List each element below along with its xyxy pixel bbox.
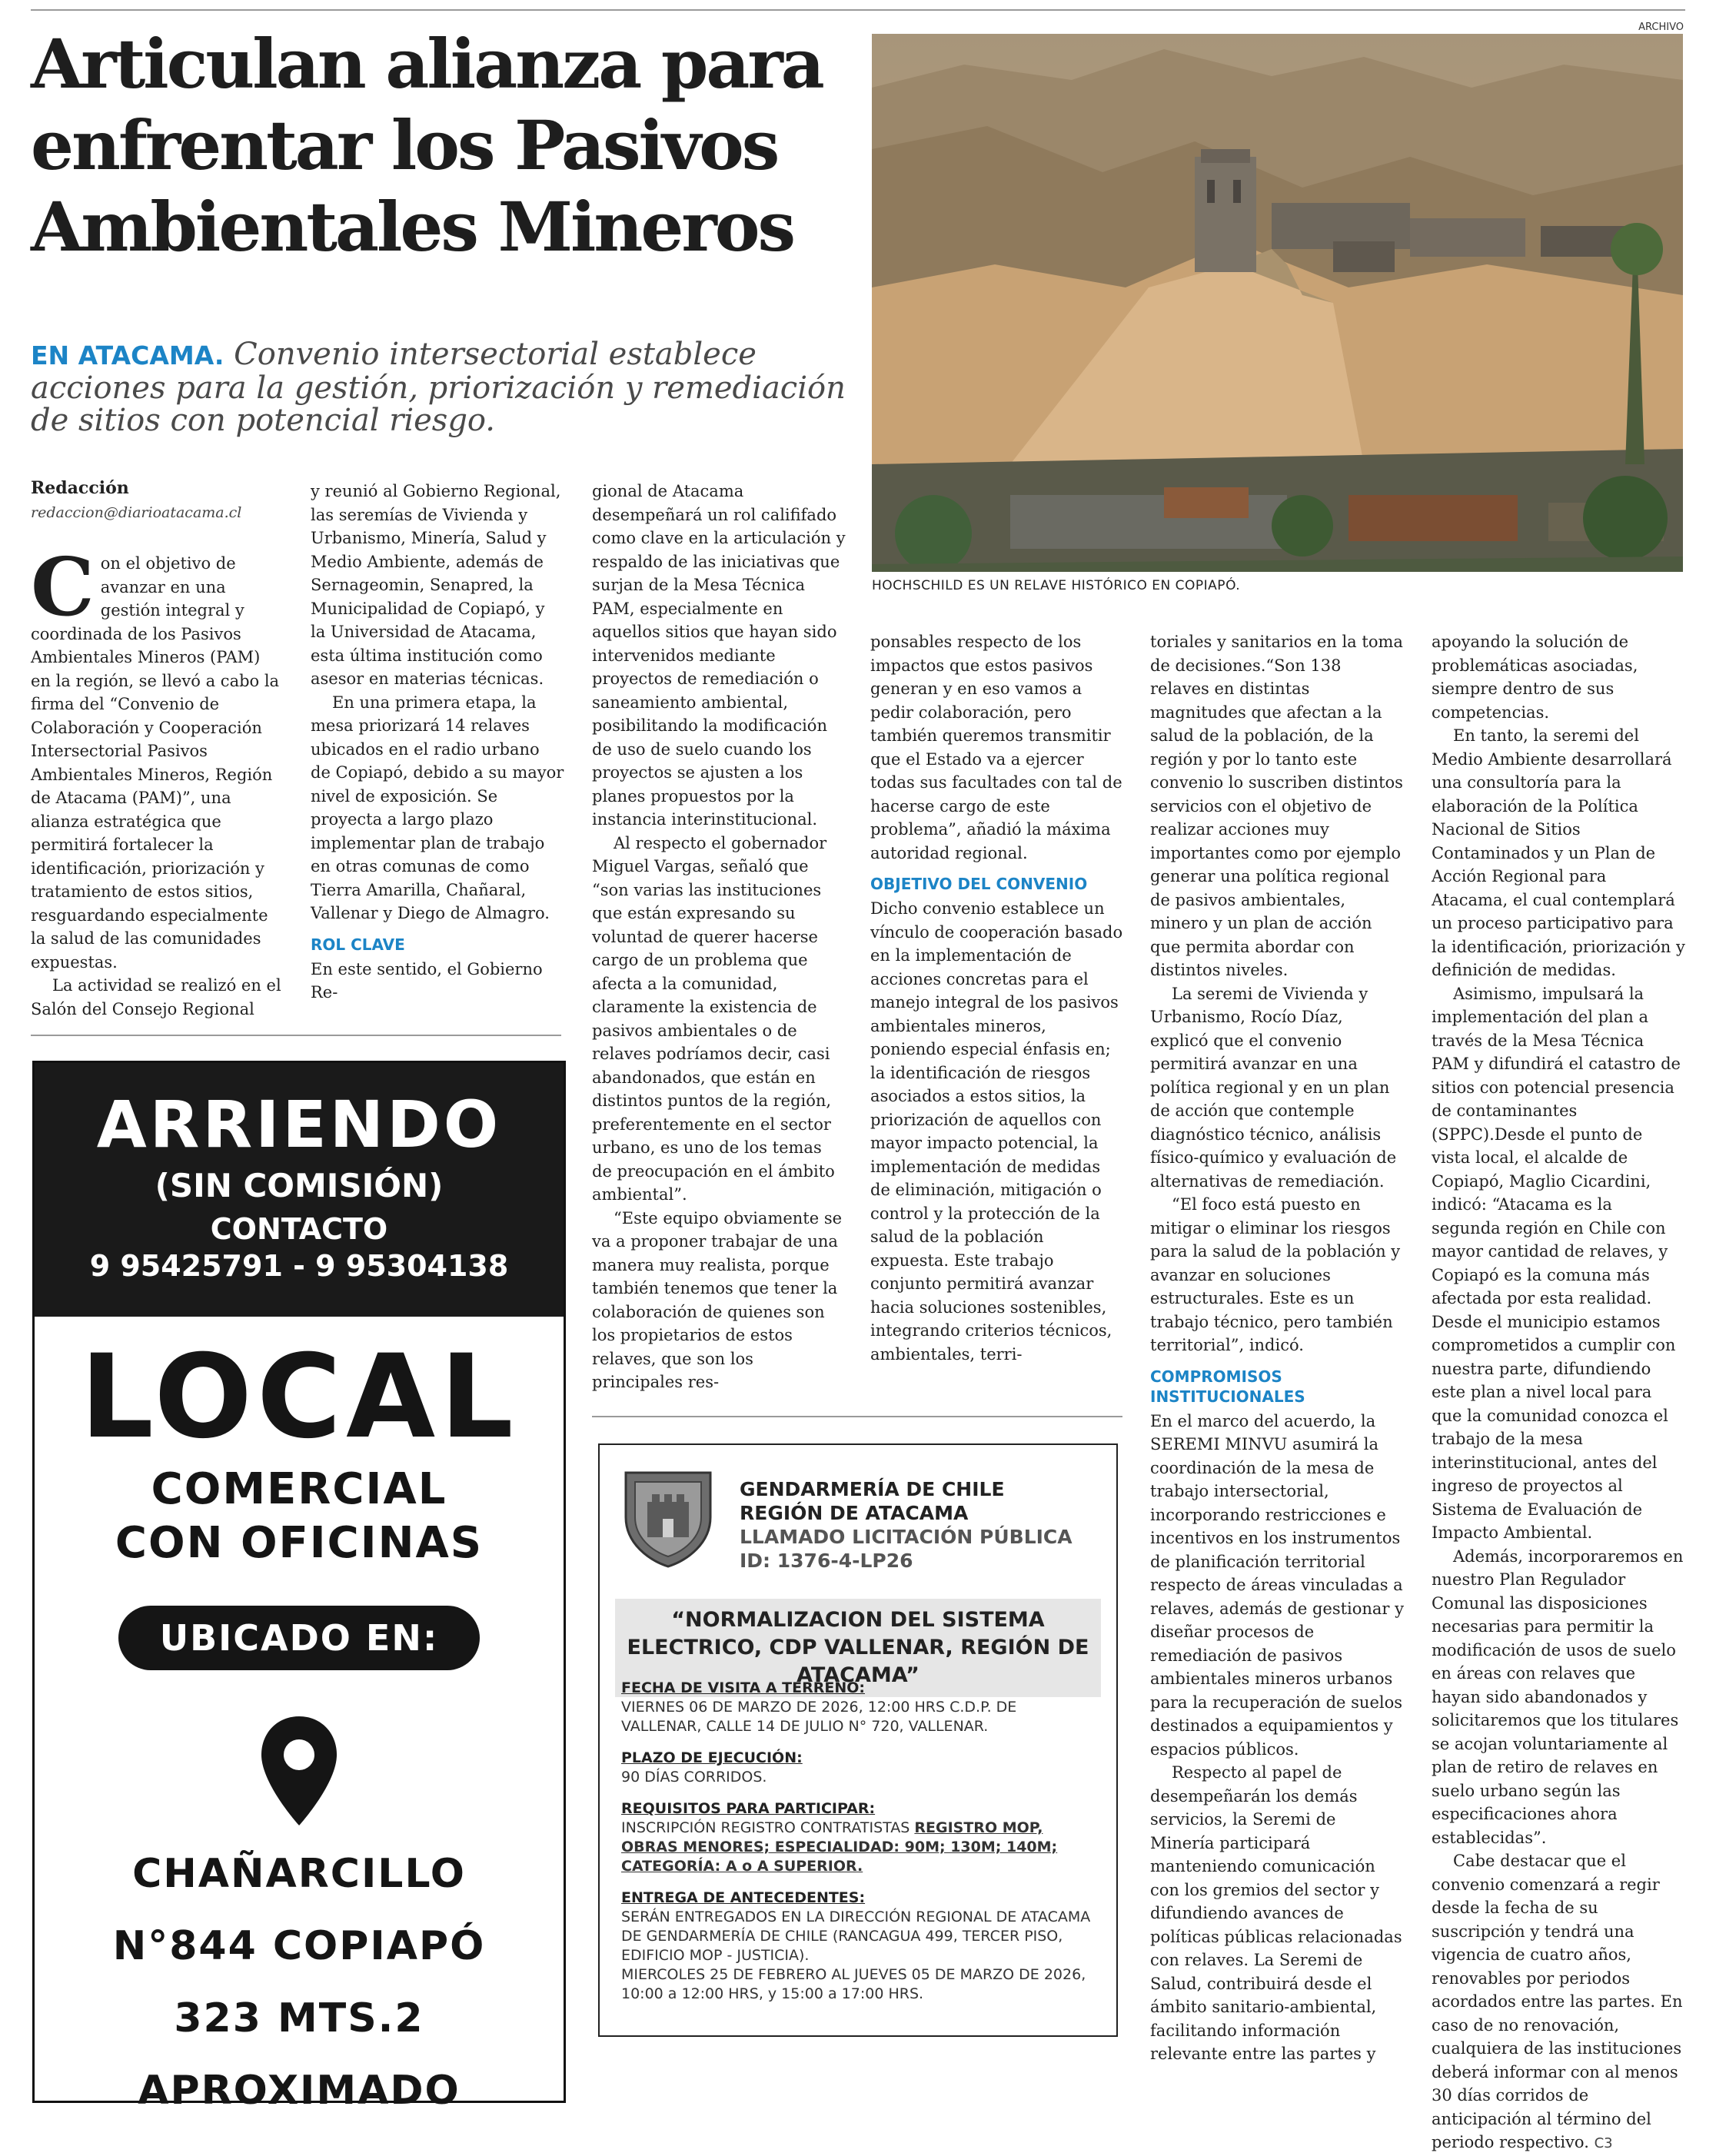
requisitos-text-block: [621, 1819, 1098, 1876]
comercial-line-1: COMERCIAL: [151, 1464, 447, 1514]
article-column-4: [870, 630, 1124, 1366]
top-rule: [31, 9, 1685, 11]
local-heading: LOCAL: [80, 1330, 518, 1464]
article-paragraph: En tanto, la seremi del Medio Ambiente desarrollará una consultoría para la elaboración de la Política Nacional de Sitios Contaminados y un Plan de Acción Regional para Atacama, el cual contemplará un proceso participativo para la identificación, priorización y definición de medidas.: [1432, 726, 1685, 979]
subhead-compromisos: COMPROMISOS INSTITUCIONALES: [1150, 1367, 1305, 1406]
notice-body: [621, 1679, 1098, 2016]
photo-caption: HOCHSCHILD ES UN RELAVE HISTÓRICO EN COPIAPÓ.: [872, 578, 1241, 593]
article-paragraph: apoyando la solución de problemáticas asociadas, siempre dentro de sus competencias.: [1432, 633, 1638, 722]
address-line-2: N°844 COPIAPÓ: [112, 1923, 486, 1969]
separator-rule: [592, 1416, 1122, 1417]
notice-organization: [740, 1477, 1072, 1573]
article-paragraph: toriales y sanitarios en la toma de decisiones.“Son 138 relaves en distintas magnitudes que afectan a la salud de la población, de la región y por lo tanto este convenio lo suscriben distintos servicios con el objetivo de realizar acciones muy importantes como por ejemplo generar una política regional de pasivos ambientales, minero y un plan de acción que permita abordar con distintos niveles.: [1150, 633, 1403, 979]
article-column-1: [31, 540, 284, 1021]
article-photo: [872, 34, 1683, 572]
org-line-3: LLAMADO LICITACIÓN PÚBLICA: [740, 1526, 1072, 1548]
requisitos-label: REQUISITOS PARA PARTICIPAR:: [621, 1800, 876, 1817]
entrega-text: SERÁN ENTREGADOS EN LA DIRECCIÓN REGIONAL DE ATACAMA DE GENDARMERÍA DE CHILE (RANCAGUA 499, TERCER PISO, EDIFICIO MOP - JUSTICIA).: [621, 1909, 1091, 1964]
notice-section-visit: [621, 1679, 1098, 1736]
article-paragraph: Respecto al papel de desempeñarán los demás servicios, la Seremi de Minería participará manteniendo comunicación con los gremios del sector y difundiendo avances de políticas públicas relacionadas con relaves. La Seremi de Salud, contribuirá desde el ámbito sanitario-ambiental, facilitando información relevante entre las partes y: [1150, 1763, 1402, 2063]
byline-name: Redacción: [31, 478, 129, 498]
arriendo-ad-header: [35, 1063, 564, 1317]
article-lead-paragraph: [31, 540, 284, 974]
article-column-5: [1150, 630, 1404, 2066]
entrega-label: ENTREGA DE ANTECEDENTES:: [621, 1889, 866, 1906]
article-lead-text: on el objetivo de avanzar en una gestión integral y coordinada de los Pasivos Ambientales Mineros (PAM) en la región, se llevó a cabo la firma del “Convenio de Colaboración y Cooperación Intersectorial Pasivos Ambientales Mineros, Región de Atacama (PAM)”, una alianza estratégica que permitirá fortalecer la identificación, priorización y tratamiento de estos sitios, resguardando especialmente la salud de las comunidades expuestas.: [31, 554, 280, 972]
article-paragraph: “Este equipo obviamente se va a proponer trabajar de una manera muy realista, porque también tenemos que tener la colaboración de quienes son los propietarios de estos relaves, que son los principales res-: [592, 1208, 843, 1391]
notice-section-entrega: [621, 1889, 1098, 2004]
article-paragraph: [1432, 1849, 1685, 2156]
entrega-text-2: MIERCOLES 25 DE FEBRERO AL JUEVES 05 DE MARZO DE 2026, 10:00 a 12:00 HRS, y 15:00 a 17:00 HRS.: [621, 1966, 1086, 2002]
arriendo-phones: 9 95425791 - 9 95304138: [89, 1249, 509, 1283]
gendarmeria-shield-icon: [618, 1463, 718, 1571]
article-paragraph: y reunió al Gobierno Regional, las seremías de Vivienda y Urbanismo, Minería, Salud y Medio Ambiente, además de Sernageomin, Senapred, la Municipalidad de Copiapó, y la Universidad de Atacama, esta última institución como asesor en materias técnicas.: [311, 482, 561, 688]
address-line-1: CHAÑARCILLO: [132, 1851, 466, 1897]
address-line-4: APROXIMADO: [138, 2068, 461, 2114]
org-line-1: GENDARMERÍA DE CHILE: [740, 1478, 1005, 1500]
project-title: “NORMALIZACION DEL SISTEMA ELECTRICO, CDP VALLENAR, REGIÓN DE ATACAMA”: [615, 1599, 1101, 1697]
deck-kicker: EN ATACAMA.: [31, 341, 224, 370]
article-paragraph: Además, incorporaremos en nuestro Plan Regulador Comunal las disposiciones necesarias para permitir la modificación de usos de suelo en áreas con relaves que hayan sido abandonados y solicitaremos que los titulares se acojan voluntariamente al plan de retiro de relaves en suelo urbano según las especificaciones ahora establecidas”.: [1432, 1546, 1684, 1847]
article-column-6: [1432, 630, 1685, 2156]
notice-section-plazo: [621, 1749, 1098, 1787]
article-column-2: [311, 480, 564, 1005]
org-line-4: ID: 1376-4-LP26: [740, 1550, 913, 1572]
article-paragraph: Dicho convenio establece un vínculo de cooperación basado en la implementación de acciones concretas para el manejo integral de los pasivos ambientales mineros, poniendo especial énfasis en; la identificación de riesgos asociados a estos sitios, la priorización de aquellos con mayor impacto potencial, la implementación de medidas de eliminación, mitigación o control y la protección de la salud de la población expuesta. Este trabajo conjunto permitirá avanzar hacia soluciones sostenibles, integrando criterios técnicos, ambientales, terri-: [870, 899, 1123, 1364]
arriendo-ad: [32, 1061, 566, 2114]
article-paragraph: La actividad se realizó en el Salón del Consejo Regional: [31, 976, 281, 1018]
arriendo-title: ARRIENDO: [96, 1087, 502, 1162]
byline: [31, 478, 292, 521]
address-line-3: 323 MTS.2: [174, 1995, 424, 2041]
subhead-rol-clave: ROL CLAVE: [311, 935, 405, 954]
article-paragraph: En este sentido, el Gobierno Re-: [311, 959, 543, 1002]
separator-rule: [31, 1035, 561, 1036]
drop-cap: C: [31, 540, 95, 634]
plazo-label: PLAZO DE EJECUCIÓN:: [621, 1749, 803, 1766]
headline: Articulan alianza para enfrentar los Pasivos Ambientales Mineros: [31, 24, 823, 267]
article-paragraph: “El foco está puesto en mitigar o eliminar los riesgos para la salud de la población y avanzar en soluciones estructurales. Este es un trabajo técnico, pero también territorial”, indicó.: [1150, 1195, 1401, 1354]
ubicado-pill: UBICADO EN:: [118, 1606, 480, 1670]
article-paragraph: gional de Atacama desempeñará un rol calififado como clave en la articulación y respaldo de las iniciativas que surjan de la Mesa Técnica PAM, especialmente en aquellos sitios que hayan sido intervenidos mediante proyectos de remediación o saneamiento ambiental, posibilitando la modificación de uso de suelo cuando los proyectos se ajusten a los planes propuestos por la instancia interinstitucional.: [592, 482, 846, 829]
visit-label: FECHA DE VISITA A TERRENO:: [621, 1679, 865, 1696]
article-paragraph: ponsables respecto de los impactos que estos pasivos generan y en eso vamos a pedir colaboración, pero también queremos transmitir que el Estado va a ejercer todas sus facultades con tal de hacerse cargo de este problema”, añadió la máxima autoridad regional.: [870, 633, 1122, 862]
location-pin-icon: [257, 1713, 341, 1829]
notice-section-requisitos: [621, 1799, 1098, 1876]
subhead-objetivo: OBJETIVO DEL CONVENIO: [870, 875, 1088, 893]
comercial-line-2: CON OFICINAS: [115, 1518, 484, 1568]
gendarmeria-notice: [598, 1443, 1118, 2037]
article-column-3: [592, 480, 846, 1394]
arriendo-contact-label: CONTACTO: [210, 1212, 388, 1246]
article-paragraph: Al respecto el gobernador Miguel Vargas, señaló que “son varias las instituciones que están expresando su voluntad de querer hacerse cargo de un problema que afecta a la comunidad, claramente la existencia de pasivos ambientales o de relaves podríamos decir, casi abandonados, que están en distintos puntos de la región, preferentemente en el sector urbano, es uno de los temas de preocupación en el ámbito ambiental”.: [592, 833, 835, 1204]
article-paragraph: La seremi de Vivienda y Urbanismo, Rocío Díaz, explicó que el convenio permitirá avanzar en una política regional y en un plan de acción que contemple diagnóstico técnico, análisis físico-químico y evaluación de alternativas de remediación.: [1150, 984, 1397, 1191]
article-paragraph: Asimismo, impulsará la implementación del plan a través de la Mesa Técnica PAM y difundirá el catastro de sitios con potencial presencia de contaminantes (SPPC).Desde el punto de vista local, el alcalde de Copiapó, Maglio Cicardini, indicó: “Atacama es la segunda región en Chile con mayor cantidad de relaves, y Copiapó es la comuna más afectada por esta realidad. Desde el municipio estamos comprometidos a cumplir con nuestra parte, difundiendo este plan a nivel local para que la comunidad conozca el trabajo de la mesa interinstitucional, antes del ingreso de proyectos al Sistema de Evaluación de Impacto Ambiental.: [1432, 984, 1681, 1542]
plazo-text: 90 DÍAS CORRIDOS.: [621, 1769, 767, 1786]
requisitos-emphasis: REGISTRO MOP, OBRAS MENORES; ESPECIALIDAD: 90M; 130M; 140M; CATEGORÍA: A o A SUPERIOR.: [621, 1819, 1058, 1875]
requisitos-text: INSCRIPCIÓN REGISTRO CONTRATISTAS: [621, 1819, 910, 1836]
end-mark: C3: [1594, 2135, 1613, 2151]
photo-credit: ARCHIVO: [1638, 22, 1684, 33]
article-closing-text: Cabe destacar que el convenio comenzará a regir desde la fecha de su suscripción y tendrá una vigencia de cuatro años, renovables por periodos acordados entre las partes. En caso de no renovación, cualquiera de las instituciones deberá informar con al menos 30 días corridos de anticipación al término del periodo respectivo.: [1432, 1852, 1683, 2151]
deck-text: Convenio intersectorial establece acciones para la gestión, priorización y remediación de sitios con potencial riesgo.: [31, 337, 846, 438]
article-paragraph: En una primera etapa, la mesa priorizará 14 relaves ubicados en el radio urbano de Copiapó, debido a su mayor nivel de exposición. Se proyecta a largo plazo implementar plan de trabajo en otras comunas de como Tierra Amarilla, Chañaral, Vallenar y Diego de Almagro.: [311, 693, 564, 922]
org-line-2: REGIÓN DE ATACAMA: [740, 1502, 969, 1524]
deck: [31, 338, 846, 437]
arriendo-subtitle: (SIN COMISIÓN): [155, 1167, 444, 1204]
visit-text: VIERNES 06 DE MARZO DE 2026, 12:00 HRS C.D.P. DE VALLENAR, CALLE 14 DE JULIO N° 720, VALLENAR.: [621, 1699, 1017, 1735]
article-paragraph: En el marco del acuerdo, la SEREMI MINVU asumirá la coordinación de la mesa de trabajo intersectorial, incorporando restricciones e incentivos en los instrumentos de planificación territorial respecto de áreas vinculadas a relaves, además de gestionar y diseñar procesos de remediación de pasivos ambientales mineros urbanos para la recuperación de suelos destinados a equipamientos y espacios públicos.: [1150, 1411, 1405, 1759]
byline-email: redaccion@diarioatacama.cl: [31, 504, 242, 521]
